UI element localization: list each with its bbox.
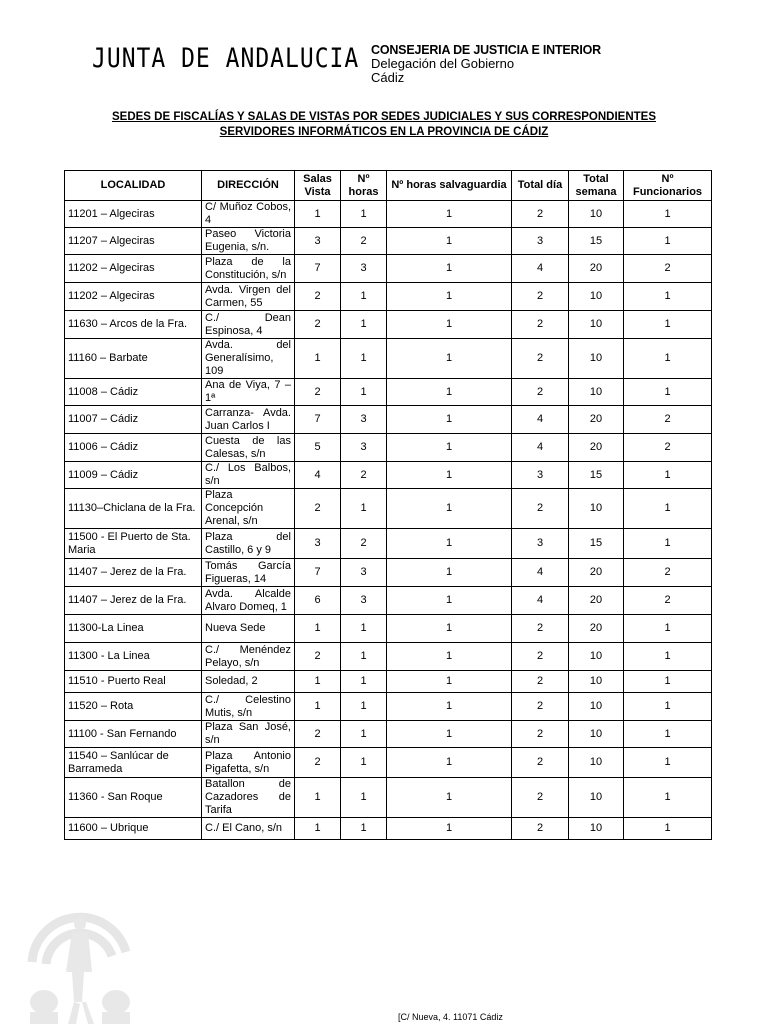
table-row bbox=[65, 748, 712, 778]
document-title bbox=[100, 110, 668, 140]
cell-salas-vista: 3 bbox=[295, 228, 341, 255]
department-name: CONSEJERIA DE JUSTICIA E INTERIOR bbox=[371, 43, 602, 57]
cell-horas: 1 bbox=[341, 693, 387, 721]
cell-horas-salvaguardia: 1 bbox=[387, 311, 512, 339]
cell-total-dia: 2 bbox=[512, 721, 569, 748]
cell-direccion: Cuesta de las Calesas, s/n bbox=[202, 434, 295, 462]
cell-localidad: 11006 – Cádiz bbox=[65, 434, 202, 462]
cell-total-semana: 10 bbox=[569, 693, 624, 721]
cell-direccion: C./ Menéndez Pelayo, s/n bbox=[202, 643, 295, 671]
cell-localidad: 11202 – Algeciras bbox=[65, 255, 202, 283]
cell-total-dia: 4 bbox=[512, 406, 569, 434]
title-line-1: SEDES DE FISCALÍAS Y SALAS DE VISTAS POR SEDES JUDICIALES Y SUS CORRESPONDIENTES bbox=[111, 111, 657, 123]
cell-direccion: Avda. Alcalde Alvaro Domeq, 1 bbox=[202, 587, 295, 615]
cell-funcionarios: 1 bbox=[624, 721, 712, 748]
cell-total-semana: 15 bbox=[569, 228, 624, 255]
table-row bbox=[65, 228, 712, 255]
cell-funcionarios: 2 bbox=[624, 587, 712, 615]
table-row bbox=[65, 693, 712, 721]
cell-direccion: C./ El Cano, s/n bbox=[202, 818, 295, 840]
cell-total-dia: 4 bbox=[512, 559, 569, 587]
cell-funcionarios: 1 bbox=[624, 462, 712, 489]
cell-horas-salvaguardia: 1 bbox=[387, 201, 512, 228]
col-header-total-dia: Total día bbox=[512, 171, 569, 201]
cell-direccion: C./ Celestino Mutis, s/n bbox=[202, 693, 295, 721]
table-row bbox=[65, 201, 712, 228]
cell-horas-salvaguardia: 1 bbox=[387, 228, 512, 255]
cell-salas-vista: 1 bbox=[295, 671, 341, 693]
cell-total-dia: 2 bbox=[512, 489, 569, 529]
cell-total-semana: 10 bbox=[569, 818, 624, 840]
cell-salas-vista: 1 bbox=[295, 615, 341, 643]
col-header-funcionarios: Nº Funcionarios bbox=[624, 171, 712, 201]
table-row bbox=[65, 406, 712, 434]
cell-horas-salvaguardia: 1 bbox=[387, 529, 512, 559]
cell-horas: 1 bbox=[341, 643, 387, 671]
cell-localidad: 11630 – Arcos de la Fra. bbox=[65, 311, 202, 339]
cell-total-semana: 20 bbox=[569, 587, 624, 615]
cell-total-semana: 20 bbox=[569, 406, 624, 434]
table-row bbox=[65, 339, 712, 379]
cell-funcionarios: 1 bbox=[624, 489, 712, 529]
cell-horas: 1 bbox=[341, 379, 387, 406]
cell-total-dia: 2 bbox=[512, 643, 569, 671]
city-name: Cádiz bbox=[371, 70, 405, 85]
andalucia-emblem-watermark bbox=[22, 852, 134, 1024]
cell-funcionarios: 1 bbox=[624, 818, 712, 840]
cell-horas-salvaguardia: 1 bbox=[387, 721, 512, 748]
cell-horas-salvaguardia: 1 bbox=[387, 693, 512, 721]
col-header-localidad: LOCALIDAD bbox=[65, 171, 202, 201]
cell-total-dia: 2 bbox=[512, 339, 569, 379]
cell-direccion: Carranza- Avda. Juan Carlos I bbox=[202, 406, 295, 434]
table-header-row bbox=[65, 171, 712, 201]
cell-horas-salvaguardia: 1 bbox=[387, 748, 512, 778]
cell-funcionarios: 1 bbox=[624, 339, 712, 379]
junta-logo-text: JUNTA DE ANDALUCIA bbox=[92, 44, 360, 74]
cell-direccion: Batallon de Cazadores de Tarifa bbox=[202, 778, 295, 818]
cell-horas: 2 bbox=[341, 228, 387, 255]
cell-horas: 1 bbox=[341, 201, 387, 228]
cell-horas: 3 bbox=[341, 587, 387, 615]
cell-direccion: Soledad, 2 bbox=[202, 671, 295, 693]
cell-horas-salvaguardia: 1 bbox=[387, 283, 512, 311]
cell-total-dia: 2 bbox=[512, 778, 569, 818]
cell-total-dia: 3 bbox=[512, 529, 569, 559]
cell-total-semana: 20 bbox=[569, 615, 624, 643]
cell-horas: 1 bbox=[341, 748, 387, 778]
cell-direccion: Nueva Sede bbox=[202, 615, 295, 643]
cell-direccion: Paseo Victoria Eugenia, s/n. bbox=[202, 228, 295, 255]
cell-total-semana: 20 bbox=[569, 559, 624, 587]
cell-localidad: 11500 - El Puerto de Sta. Maria bbox=[65, 529, 202, 559]
cell-horas: 1 bbox=[341, 721, 387, 748]
cell-horas-salvaguardia: 1 bbox=[387, 643, 512, 671]
cell-salas-vista: 3 bbox=[295, 529, 341, 559]
cell-horas-salvaguardia: 1 bbox=[387, 339, 512, 379]
cell-direccion: Plaza del Castillo, 6 y 9 bbox=[202, 529, 295, 559]
cell-horas-salvaguardia: 1 bbox=[387, 255, 512, 283]
cell-horas-salvaguardia: 1 bbox=[387, 462, 512, 489]
cell-horas: 3 bbox=[341, 559, 387, 587]
cell-direccion: Plaza de la Constitución, s/n bbox=[202, 255, 295, 283]
cell-horas-salvaguardia: 1 bbox=[387, 559, 512, 587]
cell-localidad: 11360 - San Roque bbox=[65, 778, 202, 818]
cell-funcionarios: 1 bbox=[624, 671, 712, 693]
cell-horas: 1 bbox=[341, 818, 387, 840]
cell-total-semana: 10 bbox=[569, 339, 624, 379]
cell-funcionarios: 1 bbox=[624, 311, 712, 339]
cell-funcionarios: 1 bbox=[624, 529, 712, 559]
table-row bbox=[65, 462, 712, 489]
col-header-direccion: DIRECCIÓN bbox=[202, 171, 295, 201]
cell-funcionarios: 2 bbox=[624, 434, 712, 462]
title-line-2: SERVIDORES INFORMÁTICOS EN LA PROVINCIA DE CÁDIZ bbox=[219, 126, 549, 138]
cell-horas: 3 bbox=[341, 434, 387, 462]
cell-salas-vista: 1 bbox=[295, 693, 341, 721]
table-row bbox=[65, 671, 712, 693]
cell-total-semana: 10 bbox=[569, 721, 624, 748]
cell-funcionarios: 1 bbox=[624, 643, 712, 671]
cell-localidad: 11600 – Ubrique bbox=[65, 818, 202, 840]
cell-total-semana: 15 bbox=[569, 462, 624, 489]
cell-funcionarios: 2 bbox=[624, 406, 712, 434]
cell-salas-vista: 1 bbox=[295, 818, 341, 840]
cell-horas: 1 bbox=[341, 615, 387, 643]
footer-address: [C/ Nueva, 4. 11071 Cádiz bbox=[398, 1012, 503, 1022]
cell-localidad: 11207 – Algeciras bbox=[65, 228, 202, 255]
cell-horas: 3 bbox=[341, 255, 387, 283]
cell-funcionarios: 1 bbox=[624, 379, 712, 406]
table-row bbox=[65, 721, 712, 748]
cell-salas-vista: 2 bbox=[295, 489, 341, 529]
cell-total-semana: 10 bbox=[569, 283, 624, 311]
cell-funcionarios: 1 bbox=[624, 228, 712, 255]
cell-localidad: 11407 – Jerez de la Fra. bbox=[65, 559, 202, 587]
table-row bbox=[65, 587, 712, 615]
cell-horas-salvaguardia: 1 bbox=[387, 434, 512, 462]
cell-direccion: Plaza San José, s/n bbox=[202, 721, 295, 748]
cell-localidad: 11130–Chiclana de la Fra. bbox=[65, 489, 202, 529]
cell-funcionarios: 1 bbox=[624, 201, 712, 228]
cell-funcionarios: 2 bbox=[624, 255, 712, 283]
cell-horas-salvaguardia: 1 bbox=[387, 818, 512, 840]
cell-total-dia: 3 bbox=[512, 462, 569, 489]
cell-horas-salvaguardia: 1 bbox=[387, 587, 512, 615]
cell-total-semana: 10 bbox=[569, 489, 624, 529]
cell-direccion: Plaza Antonio Pigafetta, s/n bbox=[202, 748, 295, 778]
cell-localidad: 11007 – Cádiz bbox=[65, 406, 202, 434]
cell-total-semana: 10 bbox=[569, 643, 624, 671]
cell-salas-vista: 2 bbox=[295, 379, 341, 406]
cell-salas-vista: 5 bbox=[295, 434, 341, 462]
table-body bbox=[65, 201, 712, 840]
table-row bbox=[65, 615, 712, 643]
cell-salas-vista: 7 bbox=[295, 559, 341, 587]
table-row bbox=[65, 311, 712, 339]
cell-total-dia: 2 bbox=[512, 201, 569, 228]
table-row bbox=[65, 529, 712, 559]
cell-direccion: Avda. Virgen del Carmen, 55 bbox=[202, 283, 295, 311]
cell-total-dia: 3 bbox=[512, 228, 569, 255]
cell-localidad: 11008 – Cádiz bbox=[65, 379, 202, 406]
table-row bbox=[65, 778, 712, 818]
cell-total-dia: 4 bbox=[512, 587, 569, 615]
table-row bbox=[65, 283, 712, 311]
cell-funcionarios: 1 bbox=[624, 778, 712, 818]
col-header-salas-vista: Salas Vista bbox=[295, 171, 341, 201]
cell-horas-salvaguardia: 1 bbox=[387, 615, 512, 643]
cell-horas: 3 bbox=[341, 406, 387, 434]
cell-localidad: 11300-La Linea bbox=[65, 615, 202, 643]
cell-total-semana: 20 bbox=[569, 434, 624, 462]
cell-total-dia: 2 bbox=[512, 615, 569, 643]
cell-total-dia: 2 bbox=[512, 283, 569, 311]
table-row bbox=[65, 643, 712, 671]
cell-horas: 1 bbox=[341, 283, 387, 311]
cell-direccion: C./ Dean Espinosa, 4 bbox=[202, 311, 295, 339]
cell-horas: 1 bbox=[341, 489, 387, 529]
cell-salas-vista: 2 bbox=[295, 721, 341, 748]
cell-total-semana: 20 bbox=[569, 255, 624, 283]
cell-total-dia: 4 bbox=[512, 255, 569, 283]
cell-horas: 1 bbox=[341, 778, 387, 818]
delegation-name: Delegación del Gobierno bbox=[371, 56, 515, 71]
cell-direccion: C/ Muñoz Cobos, 4 bbox=[202, 201, 295, 228]
table-row bbox=[65, 434, 712, 462]
department-header bbox=[371, 43, 601, 85]
cell-total-dia: 2 bbox=[512, 671, 569, 693]
cell-total-dia: 2 bbox=[512, 311, 569, 339]
cell-salas-vista: 1 bbox=[295, 339, 341, 379]
cell-horas-salvaguardia: 1 bbox=[387, 778, 512, 818]
cell-salas-vista: 1 bbox=[295, 201, 341, 228]
cell-salas-vista: 2 bbox=[295, 311, 341, 339]
cell-total-semana: 10 bbox=[569, 778, 624, 818]
cell-horas: 1 bbox=[341, 339, 387, 379]
cell-funcionarios: 1 bbox=[624, 693, 712, 721]
cell-funcionarios: 2 bbox=[624, 559, 712, 587]
cell-direccion: Avda. del Generalísimo, 109 bbox=[202, 339, 295, 379]
cell-localidad: 11009 – Cádiz bbox=[65, 462, 202, 489]
col-header-horas-salvaguardia: Nº horas salvaguardia bbox=[387, 171, 512, 201]
cell-localidad: 11520 – Rota bbox=[65, 693, 202, 721]
cell-direccion: Tomás García Figueras, 14 bbox=[202, 559, 295, 587]
cell-funcionarios: 1 bbox=[624, 748, 712, 778]
cell-direccion: Plaza Concepción Arenal, s/n bbox=[202, 489, 295, 529]
cell-horas: 2 bbox=[341, 462, 387, 489]
cell-total-dia: 2 bbox=[512, 748, 569, 778]
cell-localidad: 11407 – Jerez de la Fra. bbox=[65, 587, 202, 615]
sedes-table bbox=[64, 170, 712, 840]
cell-total-semana: 10 bbox=[569, 201, 624, 228]
table-row bbox=[65, 379, 712, 406]
cell-localidad: 11510 - Puerto Real bbox=[65, 671, 202, 693]
cell-salas-vista: 2 bbox=[295, 643, 341, 671]
cell-horas: 1 bbox=[341, 671, 387, 693]
col-header-horas: Nº horas bbox=[341, 171, 387, 201]
cell-localidad: 11202 – Algeciras bbox=[65, 283, 202, 311]
cell-localidad: 11300 - La Linea bbox=[65, 643, 202, 671]
cell-total-dia: 4 bbox=[512, 434, 569, 462]
cell-total-dia: 2 bbox=[512, 818, 569, 840]
table-row bbox=[65, 818, 712, 840]
cell-horas-salvaguardia: 1 bbox=[387, 671, 512, 693]
cell-horas: 2 bbox=[341, 529, 387, 559]
col-header-total-semana: Total semana bbox=[569, 171, 624, 201]
table-row bbox=[65, 489, 712, 529]
cell-total-semana: 10 bbox=[569, 311, 624, 339]
cell-direccion: C./ Los Balbos, s/n bbox=[202, 462, 295, 489]
cell-horas-salvaguardia: 1 bbox=[387, 379, 512, 406]
cell-localidad: 11540 – Sanlúcar de Barrameda bbox=[65, 748, 202, 778]
cell-direccion: Ana de Viya, 7 – 1ª bbox=[202, 379, 295, 406]
cell-horas-salvaguardia: 1 bbox=[387, 406, 512, 434]
cell-total-dia: 2 bbox=[512, 379, 569, 406]
cell-funcionarios: 1 bbox=[624, 283, 712, 311]
cell-localidad: 11100 - San Fernando bbox=[65, 721, 202, 748]
cell-salas-vista: 2 bbox=[295, 283, 341, 311]
cell-horas-salvaguardia: 1 bbox=[387, 489, 512, 529]
cell-total-semana: 10 bbox=[569, 748, 624, 778]
table-row bbox=[65, 255, 712, 283]
cell-salas-vista: 4 bbox=[295, 462, 341, 489]
cell-total-semana: 10 bbox=[569, 671, 624, 693]
cell-localidad: 11201 – Algeciras bbox=[65, 201, 202, 228]
cell-total-semana: 15 bbox=[569, 529, 624, 559]
cell-salas-vista: 1 bbox=[295, 778, 341, 818]
cell-total-semana: 10 bbox=[569, 379, 624, 406]
cell-horas: 1 bbox=[341, 311, 387, 339]
cell-salas-vista: 2 bbox=[295, 748, 341, 778]
cell-salas-vista: 6 bbox=[295, 587, 341, 615]
cell-funcionarios: 1 bbox=[624, 615, 712, 643]
cell-salas-vista: 7 bbox=[295, 255, 341, 283]
cell-salas-vista: 7 bbox=[295, 406, 341, 434]
cell-total-dia: 2 bbox=[512, 693, 569, 721]
table-row bbox=[65, 559, 712, 587]
cell-localidad: 11160 – Barbate bbox=[65, 339, 202, 379]
